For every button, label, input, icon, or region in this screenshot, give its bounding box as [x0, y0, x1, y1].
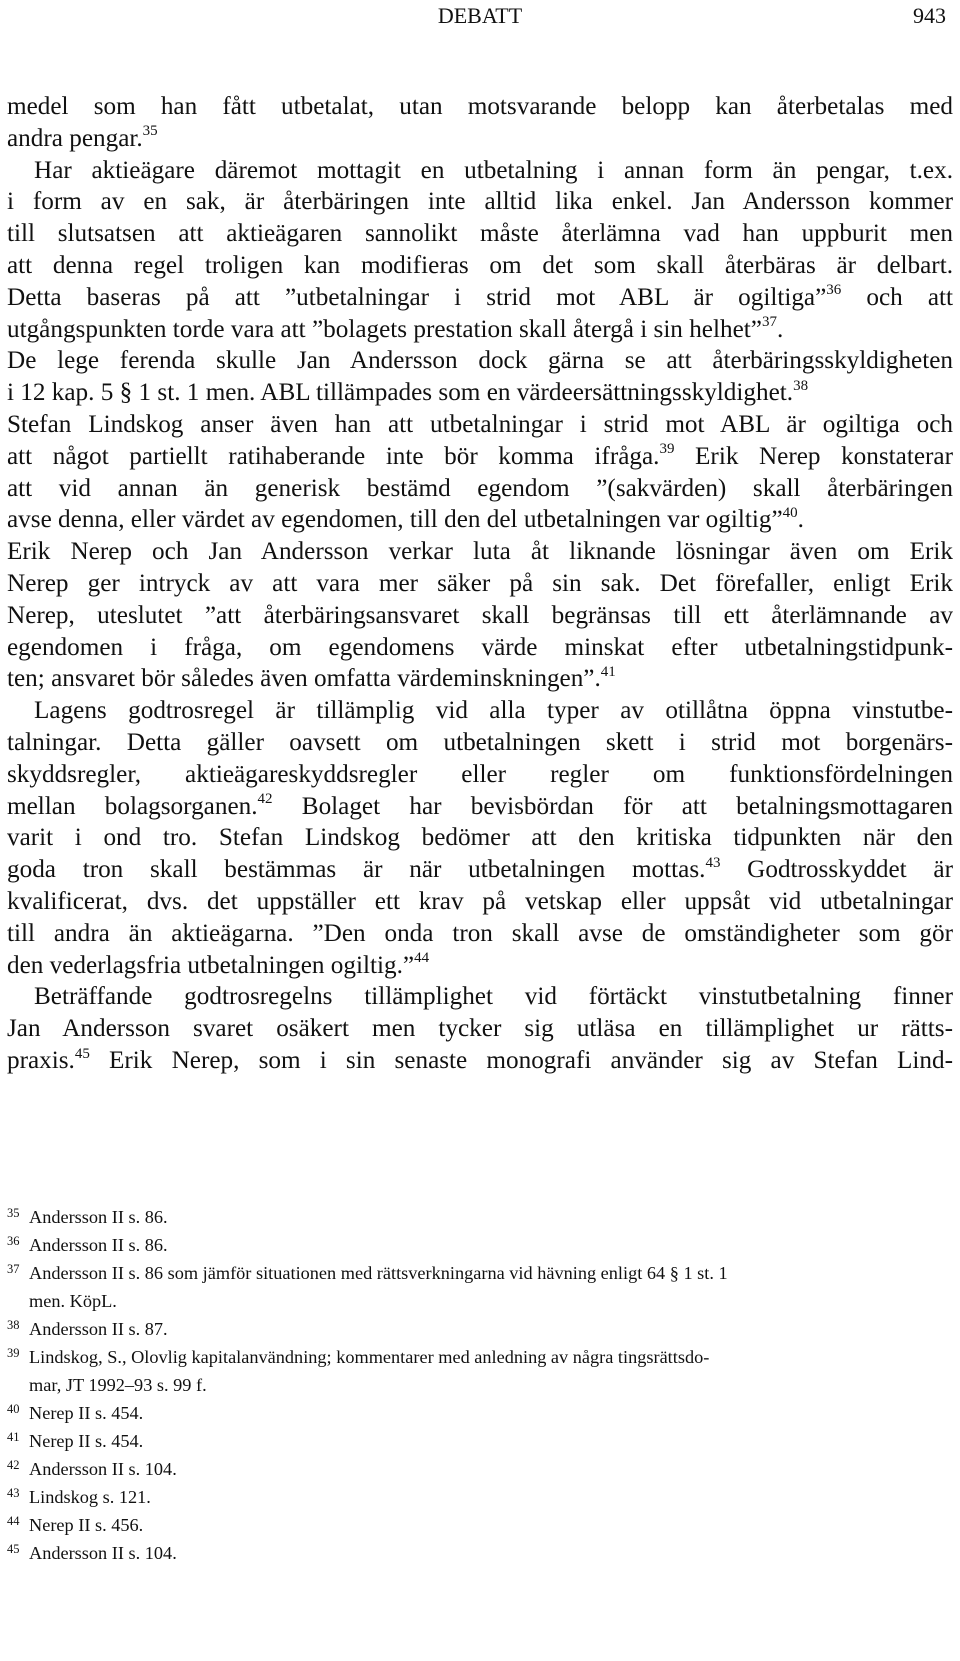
text-line — [7, 600, 953, 632]
text-run: andra pengar. — [7, 124, 143, 152]
text-run: Lagens godtrosregel är tillämplig vid alla typer av otillåtna öppna vinstutbe- — [34, 697, 953, 725]
text-line — [7, 345, 953, 377]
text-run: i form av en sak, är återbäringen inte alltid lika enkel. Jan Andersson kommer — [7, 188, 953, 216]
footnote-text: Nerep II s. 456. — [29, 1515, 144, 1535]
text-run: praxis. — [7, 1046, 75, 1074]
footnote: 45 Andersson II s. 104. — [7, 1542, 177, 1563]
text-run: Godtrosskyddet är — [720, 856, 953, 884]
footnote-ref[interactable]: 41 — [600, 663, 616, 680]
footnote: 38 Andersson II s. 87. — [7, 1318, 168, 1339]
footnote: 40 Nerep II s. 454. — [7, 1402, 144, 1423]
footnote-continuation: mar, JT 1992–93 s. 99 f. — [29, 1375, 207, 1395]
text-run: att denna regel troligen kan modifieras om det som skall återbäras är delbart. — [7, 251, 953, 279]
footnote-text: Andersson II s. 86. — [29, 1207, 168, 1227]
footnote-text: Nerep II s. 454. — [29, 1431, 144, 1451]
text-run: varit i ond tro. Stefan Lindskog bedömer att den kritiska tidpunkten när den — [7, 824, 953, 852]
footnote-ref[interactable]: 45 — [74, 1045, 90, 1062]
text-run: att något partiellt ratihaberande inte bör komma ifråga. — [7, 442, 660, 470]
footnote-ref[interactable]: 35 — [142, 123, 158, 140]
text-run: Nerep ger intryck av att vara mer säker på sin sak. Det förefaller, enligt Erik — [7, 569, 953, 597]
text-run: Beträffande godtrosregelns tillämplighet vid förtäckt vinstutbetalning finner — [34, 983, 953, 1011]
text-line — [7, 981, 953, 1013]
text-line — [7, 1013, 953, 1045]
body-text — [7, 91, 953, 1077]
text-run: mellan bolagsorganen. — [7, 792, 258, 820]
text-line — [7, 759, 953, 791]
text-line — [7, 791, 953, 823]
text-line — [7, 282, 953, 314]
text-run: avse denna, eller värdet av egendomen, till den del utbetalningen var ogiltig” — [7, 506, 783, 534]
text-run: den vederlagsfria utbetalningen ogiltig.” — [7, 951, 415, 979]
text-run: i 12 kap. 5 § 1 st. 1 men. ABL tillämpades som en värdeersättningsskyldighet. — [7, 379, 794, 407]
text-run: Erik Nerep, som i sin senaste monografi använder sig av Stefan Lind- — [89, 1046, 953, 1074]
footnote-continuation: men. KöpL. — [29, 1291, 117, 1311]
text-line — [7, 854, 953, 886]
text-line — [7, 314, 953, 346]
text-line — [7, 250, 953, 282]
footnote-ref[interactable]: 40 — [782, 504, 798, 521]
text-run: medel som han fått utbetalat, utan motsvarande belopp kan återbetalas med — [7, 93, 953, 120]
text-line — [7, 727, 953, 759]
footnote-text: Nerep II s. 454. — [29, 1403, 144, 1423]
text-run: De lege ferenda skulle Jan Andersson dock gärna se att återbäringsskyldigheten — [7, 347, 953, 375]
text-run: utgångspunkten torde vara att ”bolagets prestation skall återgå i sin helhet” — [7, 315, 762, 343]
text-line — [7, 568, 953, 600]
text-run: Jan Andersson svaret osäkert men tycker sig utläsa en tillämplighet ur rätts- — [7, 1015, 953, 1043]
text-line — [7, 123, 953, 155]
text-line — [7, 504, 953, 536]
footnote-ref[interactable]: 37 — [761, 314, 777, 331]
text-run: att vid annan än generisk bestämd egendom ”(sakvärden) skall återbäringen — [7, 474, 953, 502]
text-line — [7, 822, 953, 854]
text-run: till andra än aktieägarna. ”Den onda tron skall avse de omständigheter som gör — [7, 919, 953, 947]
text-run: talningar. Detta gäller oavsett om utbetalningen skett i strid mot borgenärs- — [7, 728, 953, 756]
text-run: Nerep, uteslutet ”att återbäringsansvaret skall begränsas till ett återlämnande av — [7, 601, 953, 629]
text-run: kvalificerat, dvs. det uppställer ett krav på vetskap eller uppsåt vid utbetalningar — [7, 887, 953, 915]
text-run: egendomen i fråga, om egendomens värde minskat efter utbetalningstidpunk- — [7, 633, 953, 661]
text-line — [7, 441, 953, 473]
text-run: goda tron skall bestämmas är när utbetalningen mottas. — [7, 856, 706, 884]
text-line — [7, 1045, 953, 1077]
text-run: till slutsatsen att aktieägaren sannolikt måste återlämna vad han uppburit men — [7, 220, 953, 248]
footnote-ref[interactable]: 36 — [826, 282, 842, 299]
text-run: . — [797, 506, 804, 534]
text-run: ten; ansvaret bör således även omfatta värdeminskningen”. — [7, 665, 601, 693]
text-line — [7, 473, 953, 505]
text-run: Har aktieägare däremot mottagit en utbetalning i annan form än pengar, t.ex. — [34, 156, 953, 184]
text-run: och att — [841, 283, 954, 311]
footnote-text: Andersson II s. 104. — [29, 1459, 177, 1479]
text-run: Erik Nerep konstaterar — [674, 442, 953, 470]
footnote: 39 Lindskog, S., Olovlig kapitalanvändning; kommentarer med anledning av några tingsrättsdo- — [7, 1346, 710, 1367]
footnote: 35 Andersson II s. 86. — [7, 1206, 168, 1227]
text-line — [7, 918, 953, 950]
text-line — [7, 91, 953, 123]
footnote: 41 Nerep II s. 454. — [7, 1430, 144, 1451]
text-line — [7, 632, 953, 664]
footnote-text: Lindskog, S., Olovlig kapitalanvändning; kommentarer med anledning av några tingsrättsdo- — [29, 1347, 710, 1367]
text-run: . — [776, 315, 784, 343]
footnote-ref[interactable]: 43 — [705, 854, 721, 871]
footnote-ref[interactable]: 44 — [414, 950, 430, 967]
text-line — [7, 950, 953, 982]
footnote: 36 Andersson II s. 86. — [7, 1234, 168, 1255]
text-line — [7, 186, 953, 218]
footnote: 37 Andersson II s. 86 som jämför situationen med rättsverkningarna vid hävning enligt 64 § 1 st. 1 — [7, 1262, 728, 1283]
page-header — [0, 3, 960, 33]
footnotes — [7, 1203, 953, 1567]
footnote: 42 Andersson II s. 104. — [7, 1458, 177, 1479]
footnote-text: Lindskog s. 121. — [29, 1487, 151, 1507]
text-run: Erik Nerep och Jan Andersson verkar luta åt liknande lösningar även om Erik — [7, 538, 953, 566]
running-head: DEBATT — [437, 3, 523, 28]
footnote: 43 Lindskog s. 121. — [7, 1486, 151, 1507]
page-number: 943 — [913, 3, 946, 28]
text-line — [7, 218, 953, 250]
text-line — [7, 886, 953, 918]
text-line — [7, 377, 953, 409]
footnote: 44 Nerep II s. 456. — [7, 1514, 144, 1535]
footnote-text: Andersson II s. 104. — [29, 1543, 177, 1563]
footnote-ref[interactable]: 39 — [659, 441, 675, 458]
text-line — [7, 663, 953, 695]
text-line — [7, 155, 953, 187]
text-line — [7, 409, 953, 441]
text-line — [7, 536, 953, 568]
footnote-ref[interactable]: 42 — [257, 791, 273, 808]
footnote-ref[interactable]: 38 — [793, 377, 809, 394]
text-run: skyddsregler, aktieägareskyddsregler eller regler om funktionsfördelningen — [7, 760, 953, 788]
footnote-text: Andersson II s. 86. — [29, 1235, 168, 1255]
text-run: Stefan Lindskog anser även han att utbetalningar i strid mot ABL är ogiltiga och — [7, 410, 953, 438]
footnote-text: Andersson II s. 86 som jämför situationen med rättsverkningarna vid hävning enligt 64 § 1 st. 1 — [29, 1263, 728, 1283]
text-run: Bolaget har bevisbördan för att betalningsmottagaren — [272, 792, 953, 820]
footnote-text: Andersson II s. 87. — [29, 1319, 168, 1339]
text-run: Detta baseras på att ”utbetalningar i strid mot ABL är ogiltiga” — [7, 283, 827, 311]
text-line — [7, 695, 953, 727]
